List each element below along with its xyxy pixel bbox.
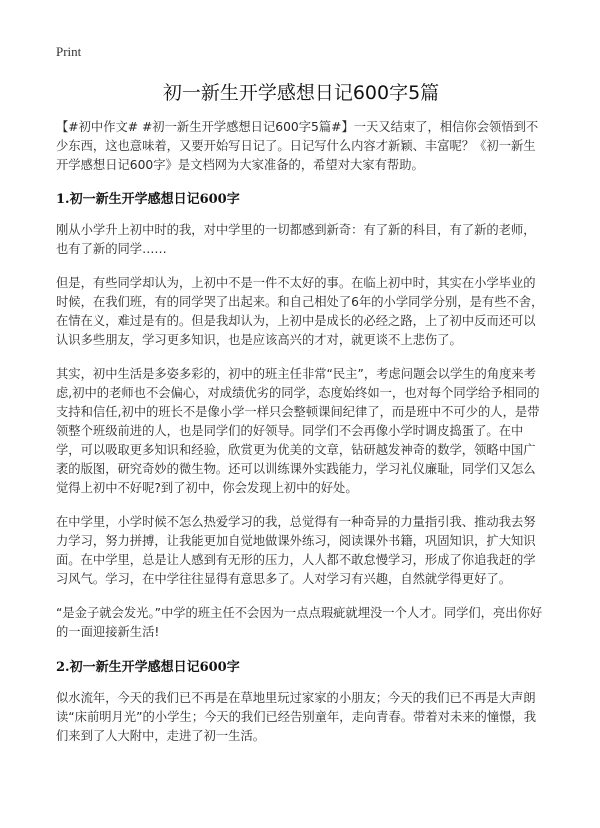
section-1 — [56, 189, 546, 642]
print-link[interactable]: Print — [56, 44, 82, 59]
section-heading: 1.初一新生开学感想日记600字 — [56, 192, 240, 207]
paragraph: 但是，有些同学却认为，上初中不是一件不太好的事。在临上初中时，其实在小学毕业的时候，在我们班，有的同学哭了出起来。和自己相处了6年的小学同学分别，是有些不舍，在情在义，难过是有的。但是我却认为，上初中是成长的必经之路，上了初中反而还可以认识多些朋友，学习更多知识，也是应该高兴的才对，就更谈不上悲伤了。 — [56, 276, 544, 347]
page-title: 初一新生开学感想日记600字5篇 — [162, 82, 440, 104]
section-heading: 2.初一新生开学感想日记600字 — [56, 660, 240, 675]
paragraph: 在中学里，小学时候不怎么热爱学习的我，总觉得有一种奇异的力量指引我、推动我去努力学习，努力拼搏，让我能更加自觉地做课外练习，阅读课外书籍，巩固知识，扩大知识面。在中学里，总是让人感到有无形的压力，人人都不敢怠慢学习，形成了你追我赶的学习风气。学习，在中学往往显得有意思多了。人对学习有兴趣，自然就学得更好了。 — [56, 515, 536, 586]
paragraph: 刚从小学升上初中时的我，对中学里的一切都感到新奇：有了新的科目，有了新的老师，也有了新的同学…… — [56, 223, 536, 256]
paragraph: “是金子就会发光。”中学的班主任不会因为一点点瑕疵就埋没一个人才。同学们，亮出你好的一面迎接新生活! — [56, 606, 543, 639]
article-body — [56, 118, 546, 761]
intro-paragraph: 【#初中作文# #初一新生开学感想日记600字5篇#】一天又结束了，相信你会领悟到不少东西，这也意味着，又要开始写日记了。日记写什么内容才新颖、丰富呢？《初一新生开学感想日记600字》是文档网为大家准备的，希望对大家有帮助。 — [56, 120, 539, 172]
paragraph: 其实，初中生活是多姿多彩的，初中的班主任非常“民主”，考虑问题会以学生的角度来考虑,初中的老师也不会偏心，对成绩优劣的同学，态度始终如一，也对每个同学给予相同的支持和信任,初中的班长不是像小学一样只会整顿课间纪律了，而是班中不可少的人，是带领整个班级前进的人，也是同学们的好领导。同学们不会再像小学时调皮捣蛋了。在中学，可以吸取更多知识和经验，欣赏更为优美的文章，钻研越发神奇的数学，领略中国广袤的版图，研究奇妙的微生物。还可以训练课外实践能力，学习礼仪廉耻，同学们又怎么觉得上初中不好呢?到了初中，你会发现上初中的好处。 — [56, 367, 540, 495]
paragraph: 似水流年，今天的我们已不再是在草地里玩过家家的小朋友；今天的我们已不再是大声朗读“床前明月光”的小学生；今天的我们已经告别童年，走向青春。带着对未来的憧憬，我们来到了人大附中，走进了初一生活。 — [56, 691, 537, 743]
section-2 — [56, 657, 546, 746]
